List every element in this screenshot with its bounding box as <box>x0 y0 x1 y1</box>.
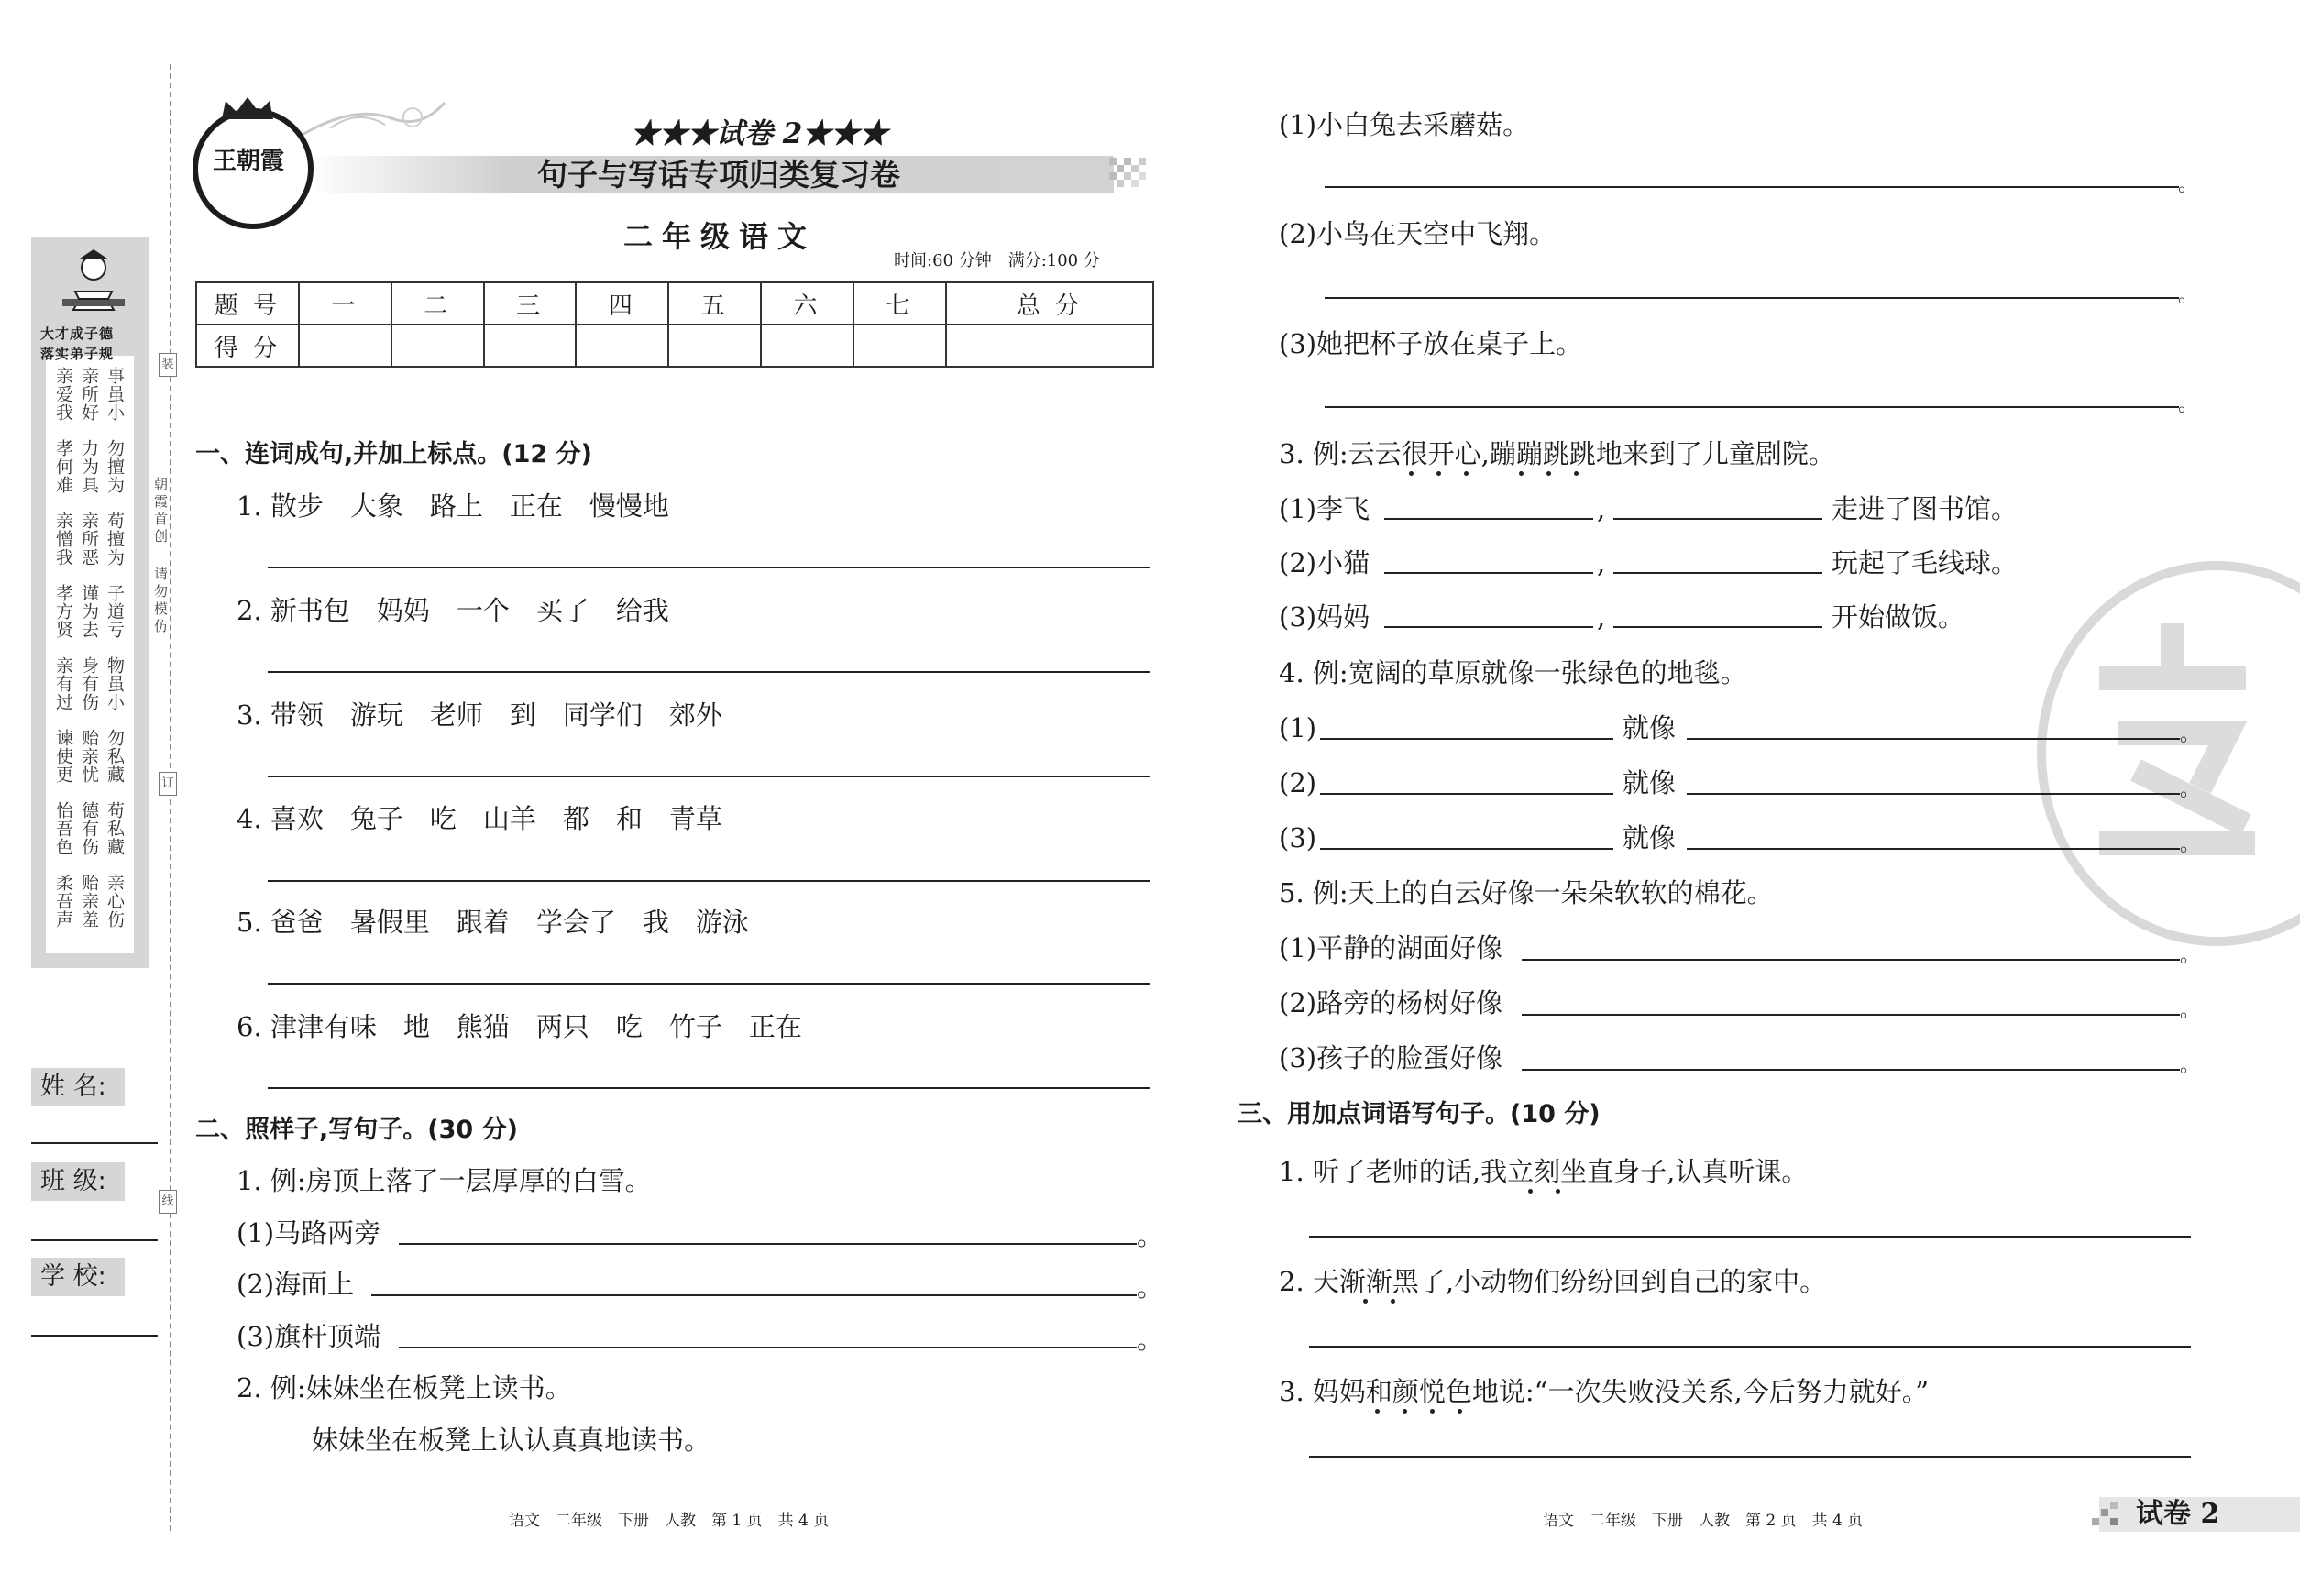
period-mark: 。 <box>2180 833 2201 856</box>
comma-mark: , <box>1597 601 1606 633</box>
period-mark: 。 <box>2180 1054 2201 1077</box>
poem-column: 谨为去 <box>79 584 99 639</box>
s2-q4-word: 就像 <box>1623 767 1677 798</box>
poem-column: 柔吾声 <box>53 874 73 929</box>
answer-line[interactable] <box>399 1347 1137 1348</box>
fold-line <box>170 64 171 1531</box>
s3-item: 2. 天渐渐黑了,小动物们纷纷回到自己的家中。 <box>1279 1266 1827 1297</box>
answer-line[interactable] <box>268 1087 1150 1089</box>
s2-q4-word: 就像 <box>1623 712 1677 743</box>
paper-tag: 试卷 2 <box>2136 1498 2220 1530</box>
answer-line[interactable] <box>1687 848 2180 850</box>
answer-line[interactable] <box>1613 518 1822 520</box>
score-input[interactable] <box>391 325 484 367</box>
score-value-row <box>196 325 1153 367</box>
answer-line[interactable] <box>1613 572 1822 574</box>
poem-column: 贻亲羞 <box>79 874 99 929</box>
name-field[interactable] <box>31 1142 158 1144</box>
poem-column: 亲所恶 <box>79 512 99 567</box>
period-mark: 。 <box>2180 723 2201 746</box>
emphasis-dot <box>1519 471 1524 476</box>
period-mark: 。 <box>1137 1220 1164 1251</box>
answer-line[interactable] <box>371 1294 1137 1296</box>
comma-mark: , <box>1597 493 1606 524</box>
emphasis-dot <box>1375 1409 1380 1414</box>
s2-q4-label: (3) <box>1279 822 1317 853</box>
poem-column: 孝何难 <box>53 439 73 494</box>
s2-q3-end: 走进了图书馆。 <box>1832 493 2019 524</box>
period-mark: 。 <box>2178 173 2199 196</box>
s2-q3-end: 开始做饭。 <box>1832 601 1965 633</box>
score-cell: 三 <box>484 282 577 325</box>
score-input[interactable] <box>668 325 761 367</box>
poem-column: 事虽小 <box>105 367 125 422</box>
s2-q4-example: 4. 例:宽阔的草原就像一张绿色的地毯。 <box>1279 657 1747 688</box>
score-cell: 得 分 <box>196 325 299 367</box>
period-mark: 。 <box>1137 1324 1164 1355</box>
answer-line[interactable] <box>1309 1346 2191 1348</box>
answer-line[interactable] <box>1522 959 2180 961</box>
poem-column: 亲心伤 <box>105 874 125 929</box>
poem-column: 亲所好 <box>79 367 99 422</box>
poem-column: 亲憎我 <box>53 512 73 567</box>
score-input[interactable] <box>853 325 946 367</box>
motto-line-1: 大才成子德 <box>40 325 115 342</box>
scholar-icon <box>48 246 139 314</box>
s2-q3-end: 玩起了毛线球。 <box>1832 547 2019 578</box>
period-mark: 。 <box>2180 944 2201 967</box>
score-cell: 一 <box>299 282 391 325</box>
answer-line[interactable] <box>1384 626 1593 628</box>
emphasis-dot <box>1556 1189 1560 1194</box>
s2-q3-label: (1)李飞 <box>1279 493 1370 524</box>
emphasis-dot <box>1528 1189 1533 1194</box>
period-mark: 。 <box>2178 393 2199 416</box>
poem-column: 勿私藏 <box>105 729 125 784</box>
emphasis-dot <box>1430 1409 1435 1414</box>
s1-item: 4. 喜欢 兔子 吃 山羊 都 和 青草 <box>237 803 722 834</box>
s1-item: 2. 新书包 妈妈 一个 买了 给我 <box>237 595 669 626</box>
name-label: 姓 名: <box>31 1068 125 1106</box>
s3-item: 1. 听了老师的话,我立刻坐直身子,认真听课。 <box>1279 1156 1809 1187</box>
s2-q5-item: (2)路旁的杨树好像 <box>1279 987 1503 1018</box>
answer-line[interactable] <box>1384 572 1593 574</box>
checker-decoration <box>1109 158 1151 194</box>
poem-column: 身有伤 <box>79 656 99 711</box>
period-mark: 。 <box>1137 1271 1164 1303</box>
period-mark: 。 <box>2180 778 2201 801</box>
s2-q3-label: (2)小猫 <box>1279 547 1370 578</box>
answer-line[interactable] <box>268 671 1150 673</box>
seal-icon <box>2063 605 2283 880</box>
paper-title: 句子与写话专项归类复习卷 <box>537 157 900 193</box>
answer-line[interactable] <box>1613 626 1822 628</box>
answer-line[interactable] <box>399 1243 1137 1245</box>
cut-mark-3: 线 <box>159 1190 177 1214</box>
s1-item: 1. 散步 大象 路上 正在 慢慢地 <box>237 490 669 522</box>
score-cell: 总 分 <box>946 282 1153 325</box>
cut-mark-2: 订 <box>159 772 177 796</box>
cut-note-1: 朝霞首创 <box>152 477 169 546</box>
crown-icon <box>218 95 277 121</box>
time-score-info: 时间:60 分钟 满分:100 分 <box>894 251 1100 270</box>
score-input[interactable] <box>484 325 577 367</box>
score-input[interactable] <box>946 325 1153 367</box>
cut-note-2: 请勿模仿 <box>152 567 169 636</box>
answer-line[interactable] <box>1320 738 1613 740</box>
answer-line[interactable] <box>268 983 1150 985</box>
poem-column: 贻亲忧 <box>79 729 99 784</box>
s2-q5-example: 5. 例:天上的白云好像一朵朵软软的棉花。 <box>1279 877 1774 908</box>
score-cell: 题 号 <box>196 282 299 325</box>
poem-column: 亲有过 <box>53 656 73 711</box>
s2-q1-item: (2)海面上 <box>237 1269 355 1300</box>
s3-item: 3. 妈妈和颜悦色地说:“一次失败没关系,今后努力就好。” <box>1279 1376 1930 1407</box>
s2-q5-item: (1)平静的湖面好像 <box>1279 932 1503 963</box>
answer-line[interactable] <box>1522 1069 2180 1071</box>
score-cell: 五 <box>668 282 761 325</box>
class-field[interactable] <box>31 1239 158 1241</box>
answer-line[interactable] <box>268 567 1150 568</box>
poem-column: 亲爱我 <box>53 367 73 422</box>
s2-q4-label: (2) <box>1279 767 1317 798</box>
score-input[interactable] <box>299 325 391 367</box>
score-cell: 四 <box>576 282 668 325</box>
s2-q2-example: 2. 例:妹妹坐在板凳上读书。 <box>237 1372 572 1403</box>
footer-right: 语文 二年级 下册 人教 第 2 页 共 4 页 <box>1543 1512 1864 1530</box>
logo-text: 王朝霞 <box>213 148 285 175</box>
poem-column: 谏使更 <box>53 729 73 784</box>
answer-line[interactable] <box>1320 848 1613 850</box>
s2-q2-item: (3)她把杯子放在桌子上。 <box>1279 328 1583 359</box>
s1-item: 6. 津津有味 地 熊猫 两只 吃 竹子 正在 <box>237 1011 802 1042</box>
poem-column: 勿擅为 <box>105 439 125 494</box>
paper-number: ★★★试卷 2★★★ <box>631 117 888 150</box>
poem-column: 苟私藏 <box>105 801 125 856</box>
comma-mark: , <box>1597 547 1606 578</box>
emphasis-dot <box>1574 471 1579 476</box>
s2-q4-label: (1) <box>1279 712 1317 743</box>
poem-column: 怡吾色 <box>53 801 73 856</box>
s2-q2-item: (2)小鸟在天空中飞翔。 <box>1279 218 1557 249</box>
emphasis-dot <box>1363 1299 1368 1304</box>
answer-line[interactable] <box>1320 793 1613 795</box>
answer-line[interactable] <box>1384 518 1593 520</box>
s2-q2-answer: 妹妹坐在板凳上认认真真地读书。 <box>312 1425 711 1456</box>
s2-q3-label: (3)妈妈 <box>1279 601 1370 633</box>
footer-left: 语文 二年级 下册 人教 第 1 页 共 4 页 <box>509 1512 830 1530</box>
s1-item: 3. 带领 游玩 老师 到 同学们 郊外 <box>237 699 722 731</box>
poem-column: 物虽小 <box>105 656 125 711</box>
s2-q4-word: 就像 <box>1623 822 1677 853</box>
emphasis-dot <box>1458 1409 1462 1414</box>
score-cell: 七 <box>853 282 946 325</box>
poem-column: 苟擅为 <box>105 512 125 567</box>
answer-line[interactable] <box>1309 1236 2191 1238</box>
section1-title: 一、连词成句,并加上标点。(12 分) <box>195 440 592 468</box>
score-cell: 六 <box>761 282 853 325</box>
poem-column: 力为具 <box>79 439 99 494</box>
answer-line[interactable] <box>1325 297 2179 299</box>
section3-title: 三、用加点词语写句子。(10 分) <box>1238 1100 1601 1128</box>
emphasis-dot <box>1403 1409 1407 1414</box>
motto-line-2: 落实弟子规 <box>40 346 115 362</box>
s2-q3-example: 3. 例:云云很开心,蹦蹦跳跳地来到了儿童剧院。 <box>1279 438 1835 469</box>
school-label: 学 校: <box>31 1258 125 1296</box>
emphasis-dot <box>1436 471 1441 476</box>
cut-mark-1: 装 <box>159 353 177 377</box>
period-mark: 。 <box>2180 999 2201 1022</box>
poem-column: 德有伤 <box>79 801 99 856</box>
answer-line[interactable] <box>1687 738 2180 740</box>
s2-q1-item: (1)马路两旁 <box>237 1217 381 1249</box>
answer-line[interactable] <box>1687 793 2180 795</box>
s2-q5-item: (3)孩子的脸蛋好像 <box>1279 1042 1503 1073</box>
subject-grade: 二年级语文 <box>623 219 817 254</box>
poem-column: 子道亏 <box>105 584 125 639</box>
poem-column: 孝方贤 <box>53 584 73 639</box>
answer-line[interactable] <box>268 776 1150 777</box>
answer-line[interactable] <box>268 880 1150 882</box>
tag-checker-icon <box>2092 1500 2125 1529</box>
emphasis-dot <box>1464 471 1469 476</box>
period-mark: 。 <box>2178 284 2199 307</box>
score-cell: 二 <box>391 282 484 325</box>
emphasis-dot <box>1409 471 1414 476</box>
score-input[interactable] <box>761 325 853 367</box>
s2-q1-example: 1. 例:房顶上落了一层厚厚的白雪。 <box>237 1165 652 1196</box>
s1-item: 5. 爸爸 暑假里 跟着 学会了 我 游泳 <box>237 907 749 938</box>
answer-line[interactable] <box>1325 186 2179 188</box>
score-header-row <box>196 282 1153 325</box>
score-table <box>195 281 1154 368</box>
section2-title: 二、照样子,写句子。(30 分) <box>195 1116 518 1144</box>
s2-q1-item: (3)旗杆顶端 <box>237 1321 381 1352</box>
emphasis-dot <box>1546 471 1551 476</box>
emphasis-dot <box>1391 1299 1395 1304</box>
school-field[interactable] <box>31 1335 158 1337</box>
score-input[interactable] <box>576 325 668 367</box>
answer-line[interactable] <box>1309 1456 2191 1458</box>
class-label: 班 级: <box>31 1162 125 1201</box>
answer-line[interactable] <box>1325 406 2179 408</box>
answer-line[interactable] <box>1522 1014 2180 1016</box>
s2-q2-item: (1)小白兔去采蘑菇。 <box>1279 109 1530 140</box>
